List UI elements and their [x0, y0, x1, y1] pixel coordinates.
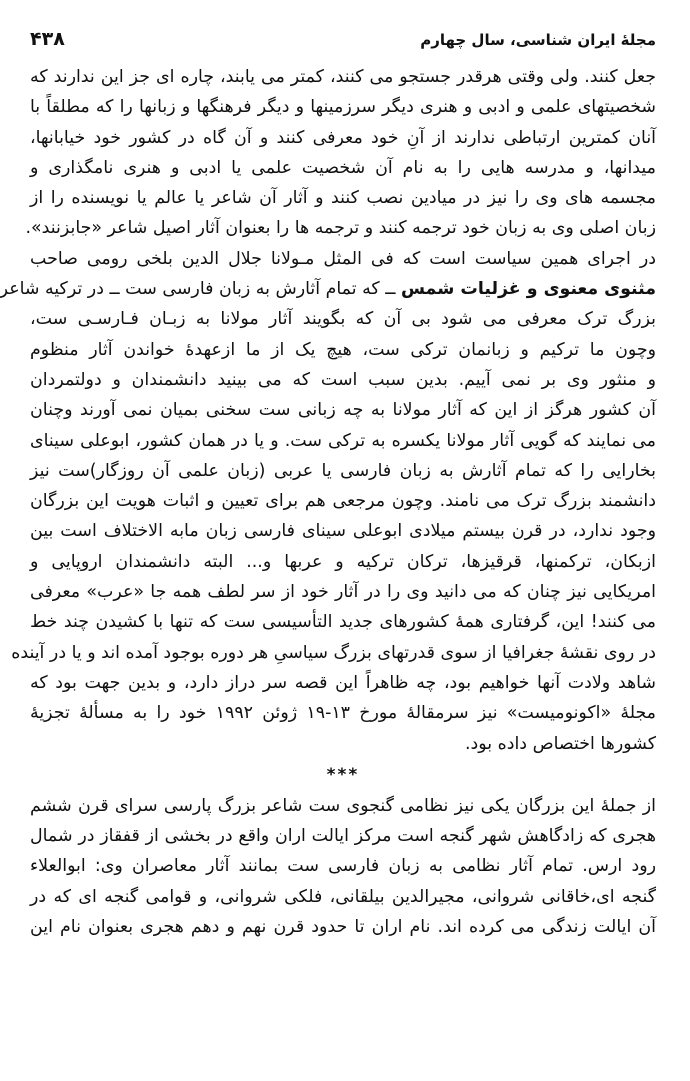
section-separator: ***: [326, 764, 360, 785]
text-line: شاهد ولادت آنها خواهیم بود، چه ظاهراً این قصه سر دراز دارد، و بدین جهت بود که: [30, 672, 656, 693]
text-line: رود ارس. تمام آثار نظامی به زبان فارسی ست بمانند آثار معاصران وی: ابوالعلاء: [30, 856, 656, 877]
section-2: [30, 791, 656, 942]
text-line: هجری که زادگاهش شهر گنجه است مرکز ایالت اران واقع در بخشی از قفقاز در شمال: [30, 826, 656, 847]
text-line: می کنند! این، گرفتاری همهٔ کشورهای جدید التأسیسی ست که تنها با کشیدن چند خط: [30, 612, 656, 633]
text-line: وجود ندارد، در قرن بیستم میلادی ابوعلی سینای فارسی زبان مابه الاختلاف است بین: [30, 521, 656, 542]
page-number: ۴۳۸: [30, 28, 65, 50]
text-line: بزرگ ترک معرفی می شود بی آن که بگویند آثار مولانا به زبـان فـارسـی ست،: [30, 309, 656, 330]
text-line: شخصیتهای علمی و ادبی و هنری دیگر سرزمینها و دیگر فرهنگها و زبانها را که مطلقاً با: [30, 97, 656, 118]
text-line: آن کشور هرگز از این که آثار مولانا به چه زبانی ست سخنی بمیان نمی آورند وچنان: [30, 400, 656, 421]
text-line: دانشمند بزرگ ترک می نامند. وچون مرجعی هم برای تعیین و اثبات هویت این بزرگان: [30, 491, 656, 512]
text-line: کشورها اختصاص داده بود.: [465, 733, 656, 754]
text-line: وچون ما ترکیم و زبانمان ترکی ست، هیچ یک از ما ازعهدهٔ خواندن آثار منظوم: [30, 339, 656, 360]
text-line: امریکایی نیز چنان که می دانید وی را در آثار خود از سر لطف همه جا «عرب» معرفی: [30, 582, 656, 603]
text-line: در روی نقشهٔ جغرافیا از سوی قدرتهای بزرگ سیاسیِ هر دوره بوجود آمده اند و یا در آینده: [11, 642, 656, 663]
journal-title: مجلهٔ ایران شناسی، سال چهارم: [420, 31, 656, 49]
text-line: آن ایالت زندگی می کرده اند. نام اران تا حدود قرن نهم و دهم هجری بعنوان نام این: [30, 917, 656, 938]
text-line: و منثور وی بر نمی آییم. بدین سبب است که می بینید دانشمندان و دولتمردان: [30, 369, 656, 390]
bold-phrase: مثنوی معنوی و غزلیات شمس: [400, 279, 656, 300]
text-line: زبان اصلی وی به زبان خود ترجمه کنند و ترجمه ها را بعنوان آثار اصیل شاعر «جابزنند».: [25, 218, 656, 239]
text-line: مجلهٔ «اکونومیست» نیز سرمقالهٔ مورخ ۱۳-۱۹ ژوئن ۱۹۹۲ خود را به مسألهٔ تجزیهٔ: [30, 703, 657, 724]
text-line: گنجه ای،خاقانی شروانی، مجیرالدین بیلقانی، فلکی شروانی، و قوامی گنجه ای که در: [30, 886, 656, 907]
text-line: مثنوی معنوی و غزلیات شمس ــ که تمام آثارش به زبان فارسی ست ــ در ترکیه شاعر: [0, 279, 656, 300]
section-1: [0, 62, 657, 759]
text-line: آنان کمترین ارتباطی ندارند از آنِ خود معرفی کنند و آن گاه در کشور خود خیابانها،: [30, 127, 656, 148]
text-line: بخارایی را که تمام آثارش به زبان فارسی یا عربی (زبان علمی آن روزگار)ست نیز: [30, 460, 656, 481]
text-line: از جملهٔ این بزرگان یکی نیز نظامی گنجوی ست شاعر بزرگ پارسی سرای قرن ششم: [30, 795, 656, 816]
text-line: میدانها، و مدرسه هایی را به نام آن شخصیت علمی یا ادبی و هنری نامگذاری و: [30, 157, 656, 178]
text-line: می نمایند که گویی آثار مولانا یکسره به ترکی ست. و یا در همان کشور، ابوعلی سینای: [30, 430, 656, 451]
text-line: در اجرای همین سیاست است که فی المثل مـولانا جلال الدین بلخی رومی صاحب: [30, 248, 656, 269]
text-line: جعل کنند. ولی وقتی هرقدر جستجو می کنند، کمتر می یابند، چاره ای جز این ندارند که: [30, 67, 656, 87]
page-header: [30, 28, 656, 62]
text-line: مجسمه های وی را نیز در میادین نصب کنند و آثار آن شاعر یا عالم یا نویسنده را از: [30, 188, 656, 209]
text-line: ازبکان، ترکمنها، قرقیزها، ترکان ترکیه و عربها و... البته دانشمندان اروپایی و: [30, 551, 656, 572]
